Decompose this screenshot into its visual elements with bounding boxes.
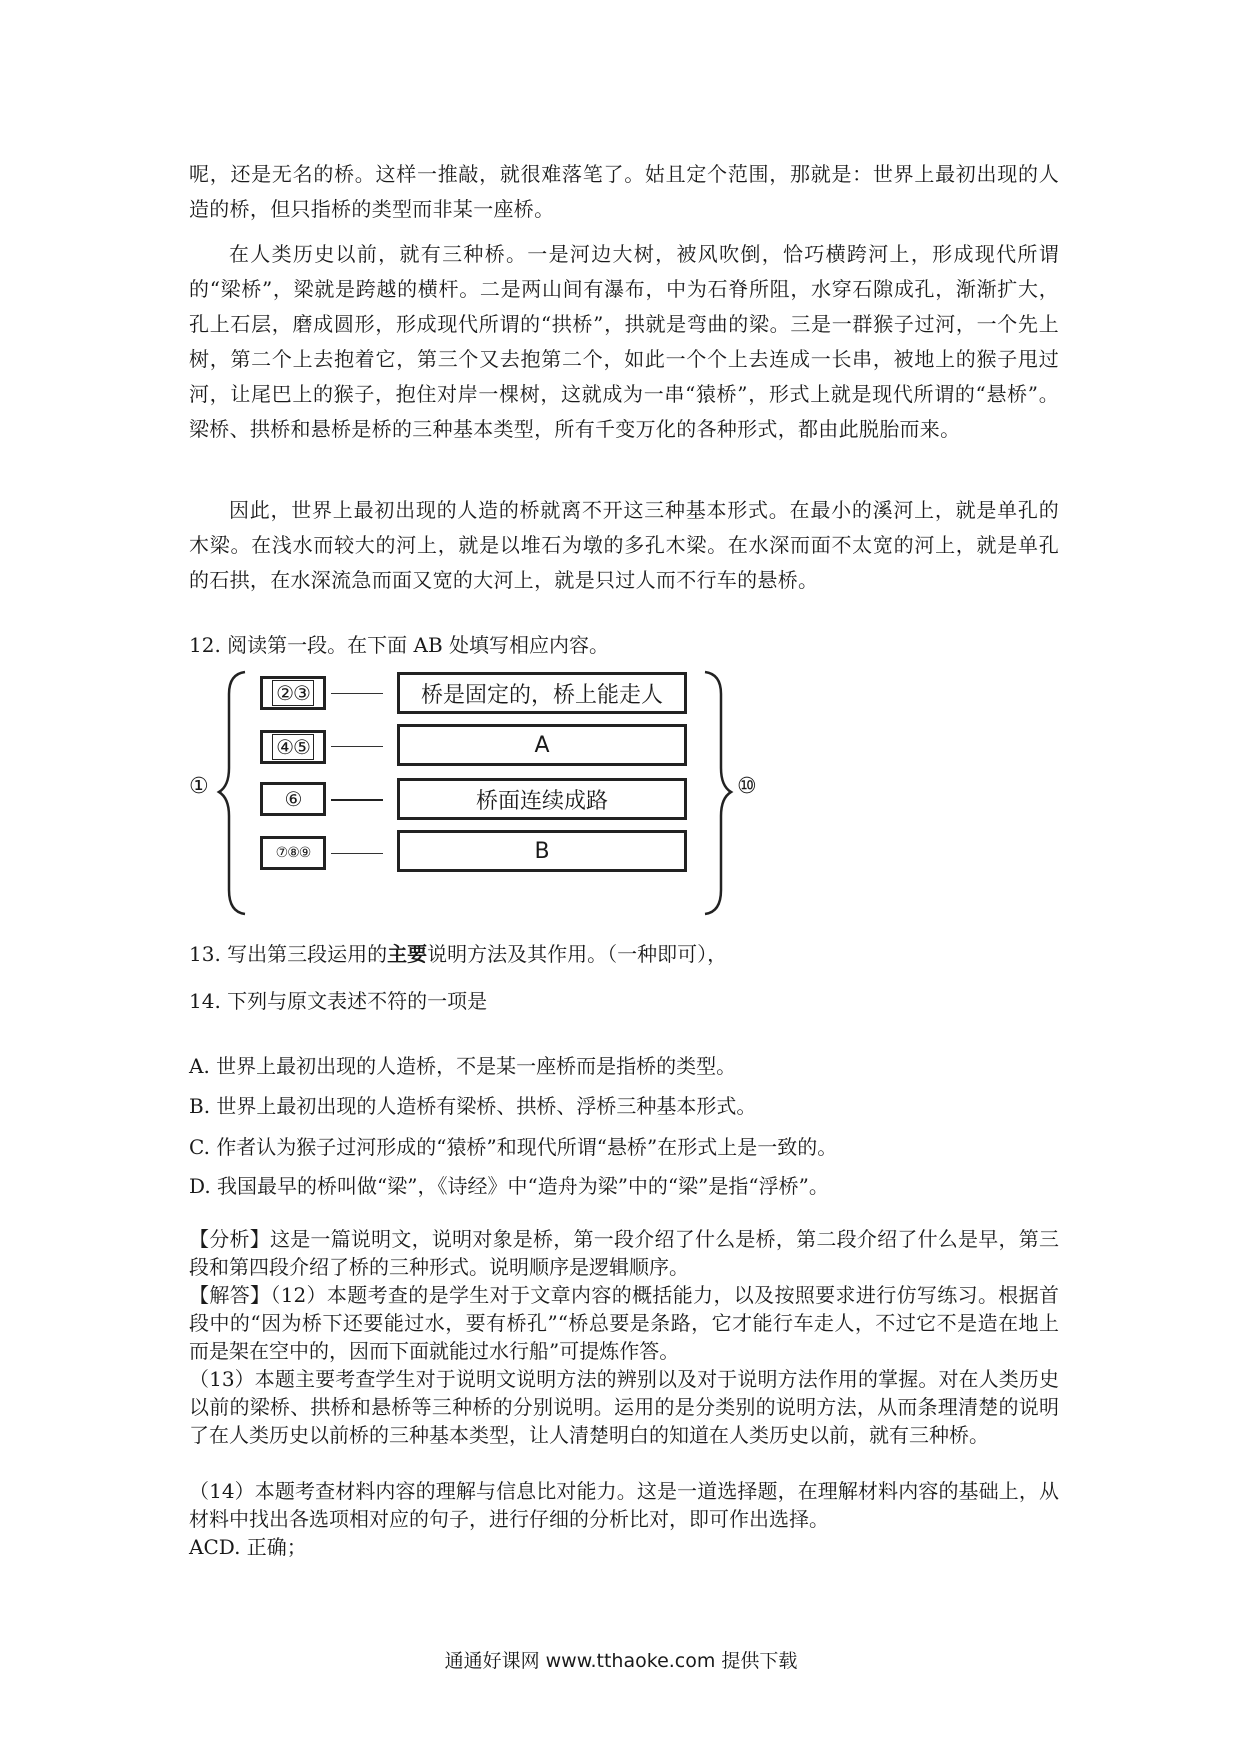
question-14-prompt: 14. 下列与原文表述不符的一项是 [189,989,488,1013]
question-13-prompt: 13. 写出第三段运用的主要说明方法及其作用。（一种即可）， [189,942,728,966]
row-3-connector [331,799,383,801]
answer-analysis: 【分析】这是一篇说明文，说明对象是桥，第一段介绍了什么是桥，第二段介绍了什么是早，第三段和第四段介绍了桥的三种形式。说明顺序是逻辑顺序。 [189,1227,1059,1279]
passage-paragraph-3: 因此，世界上最初出现的人造的桥就离不开这三种基本形式。在最小的溪河上，就是单孔的木梁。在浅水而较大的河上，就是以堆石为墩的多孔木梁。在水深而面不太宽的河上，就是单孔的石拱，在水深流急而面又宽的大河上，就是只过人而不行车的悬桥。 [189,498,1059,592]
question-14-option-D: D. 我国最早的桥叫做“梁”，《诗经》中“造舟为梁”中的“梁”是指“浮桥”。 [189,1174,829,1198]
row-3-text-box: 桥面连续成路 [397,778,687,820]
question-12-prompt: 12. 阅读第一段。在下面 AB 处填写相应内容。 [189,633,610,657]
passage-paragraph-2: 在人类历史以前，就有三种桥。一是河边大树，被风吹倒，恰巧横跨河上，形成现代所谓的“梁桥”，梁就是跨越的横杆。二是两山间有瀑布，中为石脊所阻，水穿石隙成孔，渐渐扩大，孔上石层，磨成圆形，形成现代所谓的“拱桥”，拱就是弯曲的梁。三是一群猴子过河，一个先上树，第二个上去抱着它，第三个又去抱第二个，如此一个个上去连成一长串，被地上的猴子甩过河，让尾巴上的猴子，抱住对岸一棵树，这就成为一串“猿桥”，形式上就是现代所谓的“悬桥”。梁桥、拱桥和悬桥是桥的三种基本类型，所有千变万化的各种形式，都由此脱胎而来。 [189,242,1059,441]
question-14-option-B: B. 世界上最初出现的人造桥有梁桥、拱桥、浮桥三种基本形式。 [189,1094,757,1118]
row-1-number-box: ②③ [260,676,326,710]
row-2-number-box: ④⑤ [260,730,326,764]
answer-13: （13）本题主要考查学生对于说明文说明方法的辨别以及对于说明方法作用的掌握。对在人类历史以前的梁桥、拱桥和悬桥等三种桥的分别说明。运用的是分类别的说明方法，从而条理清楚的说明了在人类历史以前桥的三种基本类型，让人清楚明白的知道在人类历史以前，就有三种桥。 [189,1367,1059,1447]
answer-14: （14）本题考查材料内容的理解与信息比对能力。这是一道选择题，在理解材料内容的基础上，从材料中找出各选项相对应的句子，进行仔细的分析比对，即可作出选择。 [189,1479,1059,1531]
answer-acd: ACD. 正确； [189,1535,307,1559]
diagram-left-label: ① [189,774,209,799]
row-2-connector [331,746,383,747]
row-4-number-box: ⑦⑧⑨ [260,836,326,870]
diagram-right-label: ⑩ [737,774,757,799]
answer-12: 【解答】（12）本题考查的是学生对于文章内容的概括能力，以及按照要求进行仿写练习。根据首段中的“因为桥下还要能过水，要有桥孔”“桥总要是条路，它才能行车走人，不过它不是造在地上而是架在空中的，因而下面就能过水行船”可提炼作答。 [189,1283,1059,1363]
question-14-option-C: C. 作者认为猴子过河形成的“猿桥”和现代所谓“悬桥”在形式上是一致的。 [189,1135,838,1159]
row-3-number-box: ⑥ [260,782,326,816]
row-4-answer-box-B: B [397,830,687,872]
right-brace-icon [701,668,735,918]
page-footer: 通通好课网 www.tthaoke.com 提供下载 [444,1650,798,1672]
row-1-connector [331,693,383,694]
row-2-answer-box-A: A [397,724,687,766]
row-1-text-box: 桥是固定的，桥上能走人 [397,672,687,714]
passage-paragraph-1: 呢，还是无名的桥。这样一推敲，就很难落笔了。姑且定个范围，那就是：世界上最初出现的人造的桥，但只指桥的类型而非某一座桥。 [189,162,1059,221]
bridge-structure-diagram [189,668,789,918]
row-4-connector [331,853,383,854]
left-brace-icon [215,668,249,918]
question-14-option-A: A. 世界上最初出现的人造桥，不是某一座桥而是指桥的类型。 [189,1054,737,1078]
